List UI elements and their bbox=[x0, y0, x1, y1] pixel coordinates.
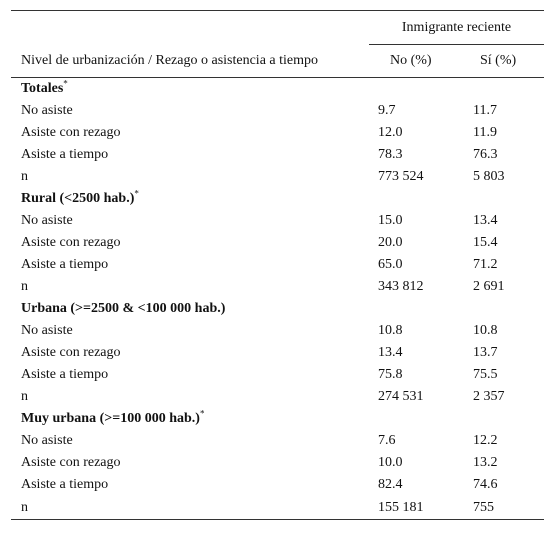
value-si: 5 803 bbox=[473, 169, 505, 184]
value-si: 71.2 bbox=[473, 257, 498, 272]
section-title: Muy urbana (>=100 000 hab.) bbox=[21, 411, 200, 426]
value-no: 7.6 bbox=[378, 433, 396, 448]
footnote-marker: * bbox=[199, 408, 205, 419]
table-row bbox=[11, 232, 544, 254]
value-si: 15.4 bbox=[473, 235, 498, 250]
value-si: 13.2 bbox=[473, 455, 498, 470]
row-label: No asiste bbox=[21, 433, 73, 448]
table-row bbox=[11, 254, 544, 276]
value-no: 773 524 bbox=[378, 169, 424, 184]
value-no: 9.7 bbox=[378, 103, 396, 118]
row-label: Asiste a tiempo bbox=[21, 477, 109, 492]
value-si: 12.2 bbox=[473, 433, 498, 448]
table-row bbox=[11, 342, 544, 364]
row-label: Asiste a tiempo bbox=[21, 147, 109, 162]
header-si: Sí (%) bbox=[465, 45, 544, 78]
row-label: Asiste con rezago bbox=[21, 455, 121, 470]
footnote-marker: * bbox=[63, 78, 68, 89]
row-label: No asiste bbox=[21, 213, 73, 228]
table-row bbox=[11, 452, 544, 474]
table-row bbox=[11, 100, 544, 122]
table-row bbox=[11, 166, 544, 188]
data-table bbox=[11, 10, 544, 520]
spanner-label: Inmigrante reciente bbox=[401, 20, 512, 35]
row-label: n bbox=[21, 499, 28, 515]
header-no: No (%) bbox=[369, 45, 465, 78]
section-title: Urbana (>=2500 & <100 000 hab.) bbox=[21, 301, 226, 316]
row-label: n bbox=[21, 389, 28, 404]
value-no: 10.0 bbox=[378, 455, 403, 470]
value-si: 10.8 bbox=[473, 323, 498, 338]
table-row bbox=[11, 496, 544, 520]
table-row bbox=[11, 430, 544, 452]
row-label: Asiste con rezago bbox=[21, 235, 121, 250]
spanner-row bbox=[11, 11, 544, 45]
value-no: 15.0 bbox=[378, 213, 403, 228]
value-si: 13.4 bbox=[473, 213, 498, 228]
section-title: Rural (<2500 hab.) bbox=[21, 191, 135, 206]
section-title-cell bbox=[11, 78, 544, 101]
table-row bbox=[11, 276, 544, 298]
table-row bbox=[11, 320, 544, 342]
table-row bbox=[11, 210, 544, 232]
value-no: 274 531 bbox=[378, 389, 424, 404]
section-header-row bbox=[11, 298, 544, 320]
row-label: Asiste con rezago bbox=[21, 125, 121, 140]
value-no: 75.8 bbox=[378, 367, 403, 382]
table-row bbox=[11, 386, 544, 408]
row-label: Asiste a tiempo bbox=[21, 257, 109, 272]
spanner-empty-cell bbox=[11, 11, 369, 45]
table-row bbox=[11, 144, 544, 166]
value-no: 65.0 bbox=[378, 257, 403, 272]
row-label: Asiste con rezago bbox=[21, 345, 121, 360]
table-row bbox=[11, 122, 544, 144]
value-si: 11.9 bbox=[473, 125, 497, 140]
section-header-row bbox=[11, 188, 544, 210]
value-no: 20.0 bbox=[378, 235, 403, 250]
row-label: n bbox=[21, 169, 28, 184]
spanner-cell bbox=[369, 11, 544, 45]
row-label: No asiste bbox=[21, 323, 73, 338]
value-no: 13.4 bbox=[378, 345, 403, 360]
value-si: 74.6 bbox=[473, 477, 498, 492]
value-no: 82.4 bbox=[378, 477, 403, 492]
section-title-cell bbox=[11, 188, 544, 210]
footnote-marker: * bbox=[134, 188, 139, 199]
value-si: 11.7 bbox=[473, 103, 497, 118]
row-label: Asiste a tiempo bbox=[21, 367, 109, 382]
value-no: 10.8 bbox=[378, 323, 403, 338]
section-title: Totales bbox=[21, 81, 64, 96]
value-no: 12.0 bbox=[378, 125, 403, 140]
value-no: 78.3 bbox=[378, 147, 403, 162]
value-si: 76.3 bbox=[473, 147, 498, 162]
value-no: 343 812 bbox=[378, 279, 424, 294]
row-label: No asiste bbox=[21, 103, 73, 118]
section-title-cell bbox=[11, 298, 544, 320]
value-si: 755 bbox=[473, 499, 494, 515]
section-header-row bbox=[11, 78, 544, 101]
value-si: 75.5 bbox=[473, 367, 498, 382]
value-si: 2 691 bbox=[473, 279, 505, 294]
table-row bbox=[11, 474, 544, 496]
section-header-row bbox=[11, 408, 544, 430]
value-si: 13.7 bbox=[473, 345, 498, 360]
header-label: Nivel de urbanización / Rezago o asistencia a tiempo bbox=[11, 45, 369, 78]
section-title-cell bbox=[11, 408, 544, 430]
header-row bbox=[11, 45, 544, 78]
value-si: 2 357 bbox=[473, 389, 505, 404]
row-label: n bbox=[21, 279, 28, 294]
value-no: 155 181 bbox=[378, 499, 424, 515]
table-row bbox=[11, 364, 544, 386]
